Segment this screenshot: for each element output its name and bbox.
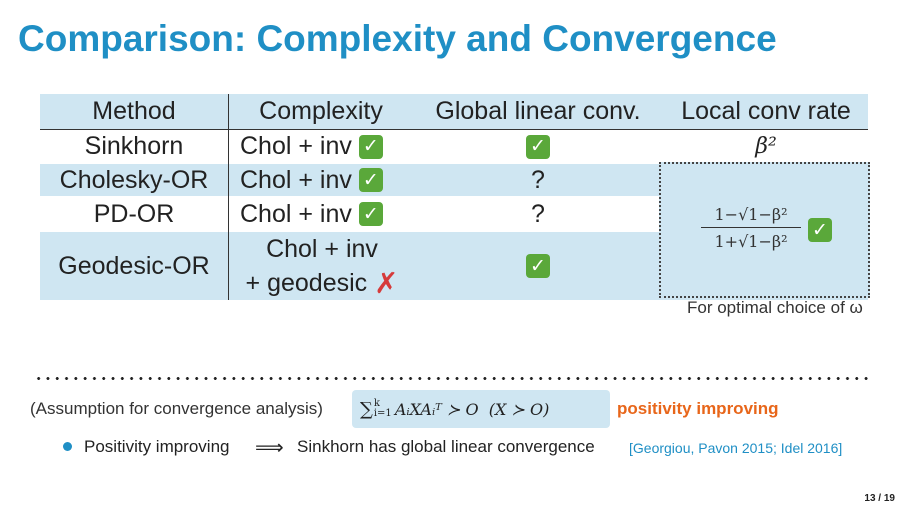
sum-upper: k (373, 398, 380, 409)
optimal-omega-note: For optimal choice of ω (687, 298, 863, 317)
bullet-premise: Positivity improving (84, 437, 230, 456)
cross-icon: ✗ (374, 265, 399, 300)
header-method: Method (92, 97, 176, 125)
fraction-bar (701, 227, 801, 228)
method-pd-or: PD-OR (93, 199, 175, 228)
check-icon: ✓ (526, 135, 550, 159)
complexity-geodesic-line1: Chol + inv (266, 234, 378, 263)
method-geodesic-or: Geodesic-OR (58, 251, 210, 280)
complexity-cholesky-or (240, 164, 410, 196)
check-icon: ✓ (808, 218, 832, 242)
bullet-conclusion: Sinkhorn has global linear convergence (297, 437, 595, 456)
page-number: 13 / 19 (864, 493, 895, 504)
positivity-improving-tag: positivity improving (617, 399, 779, 418)
complexity-text: Chol + inv (240, 165, 352, 194)
method-sinkhorn: Sinkhorn (84, 132, 184, 160)
method-cholesky-or: Cholesky-OR (59, 165, 209, 194)
global-pd-or: ? (531, 199, 545, 228)
or-local-rate-box (659, 162, 870, 298)
bullet-icon (63, 442, 72, 451)
sum-lower: i=1 (373, 408, 392, 419)
citation-link[interactable]: [Georgiou, Pavon 2015; Idel 2016] (629, 440, 843, 456)
header-complexity: Complexity (259, 97, 383, 125)
fraction-denominator: 1+√1−β² (714, 231, 788, 251)
sum-symbol: ∑ (360, 398, 373, 420)
fraction-numerator: 1−√1−β² (714, 204, 788, 224)
complexity-text: Chol + inv (240, 132, 352, 160)
table-vertical-rule (228, 94, 229, 300)
header-global-conv: Global linear conv. (435, 97, 641, 125)
global-sinkhorn (420, 129, 656, 164)
implies-icon: ⟹ (255, 435, 284, 459)
sum-limits (374, 399, 392, 419)
header-local-rate: Local conv rate (681, 97, 851, 125)
check-icon: ✓ (359, 202, 383, 226)
complexity-text: + geodesic (245, 268, 368, 297)
assumption-formula (352, 390, 610, 428)
formula-condition: (X ≻ O) (488, 399, 550, 419)
check-icon: ✓ (526, 254, 550, 278)
local-rate-sinkhorn: β² (755, 134, 777, 159)
complexity-pd-or (240, 196, 410, 232)
check-icon: ✓ (359, 168, 383, 192)
global-geodesic-or (420, 232, 656, 300)
local-rate-fraction (701, 202, 801, 253)
dotted-separator (34, 376, 870, 381)
check-icon: ✓ (359, 135, 383, 159)
complexity-geodesic-line2 (232, 266, 412, 300)
complexity-text: Chol + inv (240, 199, 352, 228)
assumption-label: (Assumption for convergence analysis) (30, 399, 323, 418)
global-cholesky-or: ? (531, 165, 545, 194)
complexity-sinkhorn (240, 129, 410, 164)
formula-body: AᵢXAᵢᵀ ≻ O (394, 399, 479, 419)
slide-title: Comparison: Complexity and Convergence (18, 18, 777, 59)
